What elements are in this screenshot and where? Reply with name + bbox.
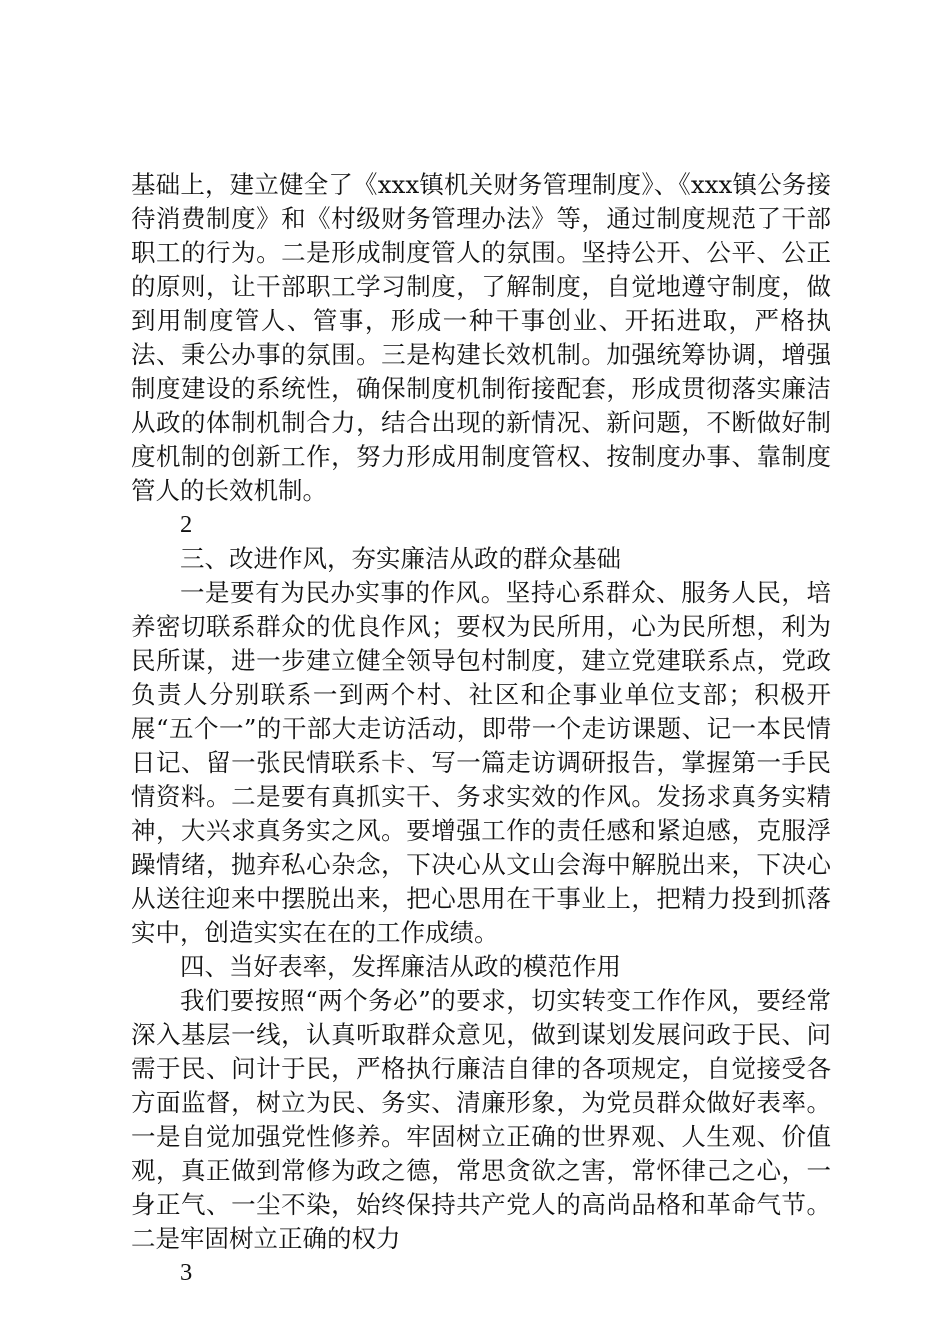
- section-heading-four: 四、当好表率，发挥廉洁从政的模范作用: [180, 952, 621, 981]
- paragraph-institution-building: 基础上，建立健全了《xxx镇机关财务管理制度》、《xxx镇公务接待消费制度》和《村级财务管理办法》等，通过制度规范了干部职工的行为。二是形成制度管人的氛围。坚持公开、公平、公正的原则，让干部职工学习制度，了解制度，自觉地遵守制度，做到用制度管人、管事，形成一种干事创业、开拓进取，严格执法、秉公办事的氛围。三是构建长效机制。加强统筹协调，增强制度建设的系统性，确保制度机制衔接配套，形成贯彻落实廉洁从政的体制机制合力，结合出现的新情况、新问题，不断做好制度机制的创新工作，努力形成用制度管权、按制度办事、靠制度管人的长效机制。: [131, 170, 831, 505]
- page-number: 3: [180, 1259, 193, 1286]
- page-number: 2: [180, 511, 193, 538]
- section-heading-three: 三、改进作风，夯实廉洁从政的群众基础: [180, 544, 621, 573]
- document-body: [131, 168, 831, 1290]
- paragraph-role-model: 我们要按照“两个务必”的要求，切实转变工作作风，要经常深入基层一线，认真听取群众意见，做到谋划发展问政于民、问需于民、问计于民，严格执行廉洁自律的各项规定，自觉接受各方面监督，树立为民、务实、清廉形象，为党员群众做好表率。一是自觉加强党性修养。牢固树立正确的世界观、人生观、价值观，真正做到常修为政之德，常思贪欲之害，常怀律己之心，一身正气、一尘不染，始终保持共产党人的高尚品格和革命气节。二是牢固树立正确的权力: [131, 986, 831, 1253]
- paragraph-work-style: 一是要有为民办实事的作风。坚持心系群众、服务人民，培养密切联系群众的优良作风；要权为民所用，心为民所想，利为民所谋，进一步建立健全领导包村制度，建立党建联系点，党政负责人分别联系一到两个村、社区和企事业单位支部；积极开展“五个一”的干部大走访活动，即带一个走访课题、记一本民情日记、留一张民情联系卡、写一篇走访调研报告，掌握第一手民情资料。二是要有真抓实干、务求实效的作风。发扬求真务实精神，大兴求真务实之风。要增强工作的责任感和紧迫感，克服浮躁情绪，抛弃私心杂念，下决心从文山会海中解脱出来，下决心从送往迎来中摆脱出来，把心思用在干事业上，把精力投到抓落实中，创造实实在在的工作成绩。: [131, 578, 831, 947]
